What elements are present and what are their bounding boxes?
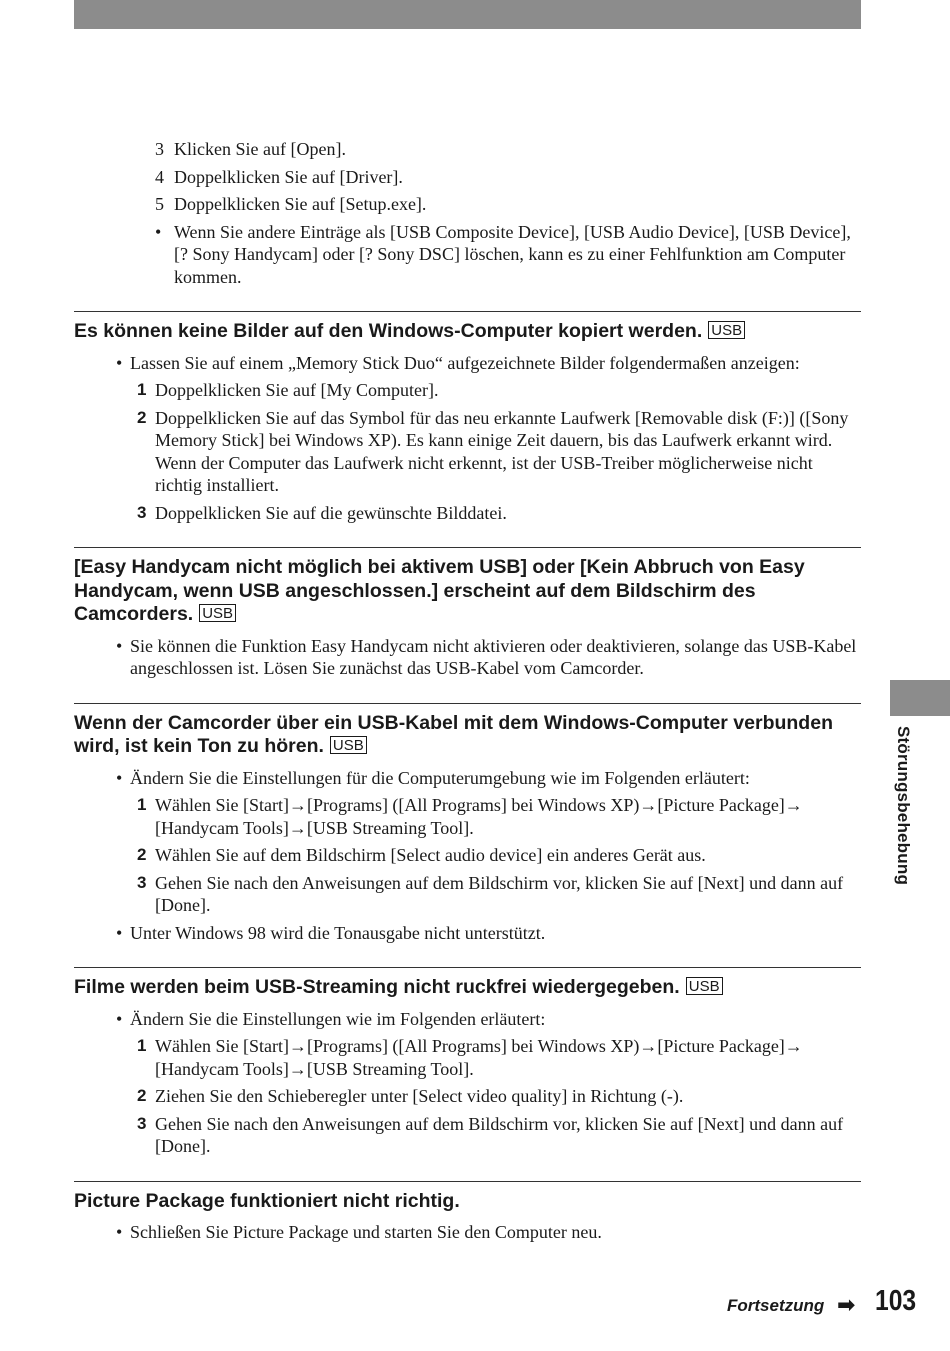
step-row: [74, 138, 861, 161]
bullet-row: [74, 1221, 861, 1244]
step-text: Gehen Sie nach den Anweisungen auf dem Bildschirm vor, klicken Sie auf [Next] und dann auf [Done].: [155, 872, 844, 915]
chapter-tab-label: Störungsbehebung: [894, 726, 913, 886]
step-number: 4: [155, 166, 164, 187]
step-row: [74, 872, 861, 917]
heading-text: Wenn der Camcorder über ein USB-Kabel mit dem Windows-Computer verbunden wird, ist kein Ton zu hören.: [74, 711, 833, 757]
usb-badge: USB: [686, 977, 723, 995]
bullet-row: [74, 1008, 861, 1031]
section-streaming: [74, 968, 861, 1158]
step-number: 2: [137, 407, 147, 427]
chapter-tab-marker: [890, 680, 950, 716]
step-row: [74, 166, 861, 189]
section-picture-package: [74, 1182, 861, 1244]
usb-badge: USB: [330, 736, 367, 754]
step-text: Doppelklicken Sie auf [Setup.exe].: [174, 194, 427, 214]
bullet-icon: •: [116, 1008, 123, 1029]
bullet-row: [74, 922, 861, 945]
step-number: 5: [155, 194, 164, 214]
note-text: Wenn Sie andere Einträge als [USB Composite Device], [USB Audio Device], [USB Device], [? Sony Handycam] oder [? Sony DSC] löschen, kann es zu einer Fehlfunktion am Computer kommen.: [174, 221, 851, 287]
step-row: [74, 844, 861, 867]
page-number: 103: [875, 1285, 917, 1317]
bullet-text: Sie können die Funktion Easy Handycam nicht aktivieren oder deaktivieren, solange das USB-Kabel angeschlossen ist. Lösen Sie zunächst das USB-Kabel vom Camcorder.: [130, 635, 857, 678]
section-easy-handycam: [74, 548, 861, 680]
intro-steps: [74, 138, 861, 288]
bullet-row: [74, 352, 861, 375]
continuation-label: Fortsetzung: [727, 1296, 825, 1315]
step-number: 3: [155, 139, 164, 159]
step-row: [74, 379, 861, 402]
header-bar: [74, 0, 861, 29]
step-row: [74, 407, 861, 497]
note-row: [74, 221, 861, 289]
step-number: 3: [137, 872, 147, 892]
step-number: 2: [137, 1086, 147, 1105]
step-text: Ziehen Sie den Schieberegler unter [Select video quality] in Richtung (-).: [155, 1086, 684, 1106]
bullet-text: Unter Windows 98 wird die Tonausgabe nicht unterstützt.: [130, 922, 546, 943]
bullet-icon: •: [116, 767, 123, 788]
bullet-text: Ändern Sie die Einstellungen für die Computerumgebung wie im Folgenden erläutert:: [130, 767, 750, 788]
bullet-icon: •: [116, 352, 123, 373]
step-number: 1: [137, 1036, 147, 1055]
heading-text: Filme werden beim USB-Streaming nicht ruckfrei wiedergegeben.: [74, 976, 680, 998]
step-text: Wählen Sie [Start]→[Programs] ([All Programs] bei Windows XP)→[Picture Package]→ [Handycam Tools]→[USB Streaming Tool].: [155, 795, 803, 838]
step-text: Doppelklicken Sie auf das Symbol für das neu erkannte Laufwerk [Removable disk (F:)] ([Sony Memory Stick] bei Windows XP). Es kann einige Zeit dauern, bis das Laufwerk erkannt wird. Wenn der Computer das Laufwerk nicht erkennt, ist der USB-Treiber möglicherweise nicht richtig installiert.: [155, 407, 849, 495]
section-heading: [74, 976, 861, 1000]
heading-text: Es können keine Bilder auf den Windows-Computer kopiert werden.: [74, 320, 703, 342]
step-row: [74, 193, 861, 216]
bullet-row: [74, 767, 861, 790]
bullet-icon: •: [116, 922, 123, 943]
step-number: 3: [137, 502, 147, 522]
step-text: Doppelklicken Sie auf die gewünschte Bilddatei.: [155, 502, 507, 523]
section-heading: [74, 556, 861, 627]
bullet-icon: •: [116, 635, 123, 656]
bullet-text: Ändern Sie die Einstellungen wie im Folgenden erläutert:: [130, 1008, 546, 1029]
step-number: 3: [137, 1113, 147, 1133]
step-number: 1: [137, 380, 147, 399]
heading-text: [Easy Handycam nicht möglich bei aktivem USB] oder [Kein Abbruch von Easy Handycam, wenn USB angeschlossen.] erscheint auf dem Bildschirm des Camcorders.: [74, 556, 805, 625]
section-heading: [74, 1190, 861, 1214]
usb-badge: USB: [708, 321, 745, 339]
step-row: [74, 1035, 861, 1080]
step-text: Klicken Sie auf [Open].: [174, 139, 346, 159]
step-text: Doppelklicken Sie auf [My Computer].: [155, 380, 439, 400]
section-heading: [74, 320, 861, 344]
step-text: Doppelklicken Sie auf [Driver].: [174, 166, 403, 187]
section-no-sound: [74, 704, 861, 945]
step-row: [74, 1085, 861, 1108]
step-number: 1: [137, 795, 147, 814]
bullet-row: [74, 635, 861, 680]
step-row: [74, 1113, 861, 1158]
bullet-text: Lassen Sie auf einem „Memory Stick Duo“ aufgezeichnete Bilder folgendermaßen anzeigen:: [130, 352, 800, 373]
bullet-text: Schließen Sie Picture Package und starten Sie den Computer neu.: [130, 1222, 602, 1242]
bullet-icon: •: [155, 221, 162, 242]
step-text: Wählen Sie auf dem Bildschirm [Select audio device] ein anderes Gerät aus.: [155, 845, 706, 865]
step-text: Wählen Sie [Start]→[Programs] ([All Programs] bei Windows XP)→[Picture Package]→ [Handycam Tools]→[USB Streaming Tool].: [155, 1036, 803, 1079]
arrow-right-icon: ➡: [837, 1293, 856, 1318]
bullet-icon: •: [116, 1222, 123, 1242]
page-content: [74, 138, 861, 1249]
step-row: [74, 794, 861, 839]
usb-badge: USB: [199, 604, 236, 622]
section-no-image-copy: [74, 312, 861, 524]
section-heading: [74, 712, 861, 759]
step-text: Gehen Sie nach den Anweisungen auf dem Bildschirm vor, klicken Sie auf [Next] und dann auf [Done].: [155, 1113, 844, 1156]
step-number: 2: [137, 845, 147, 864]
step-row: [74, 502, 861, 525]
heading-text: Picture Package funktioniert nicht richtig.: [74, 1189, 460, 1212]
